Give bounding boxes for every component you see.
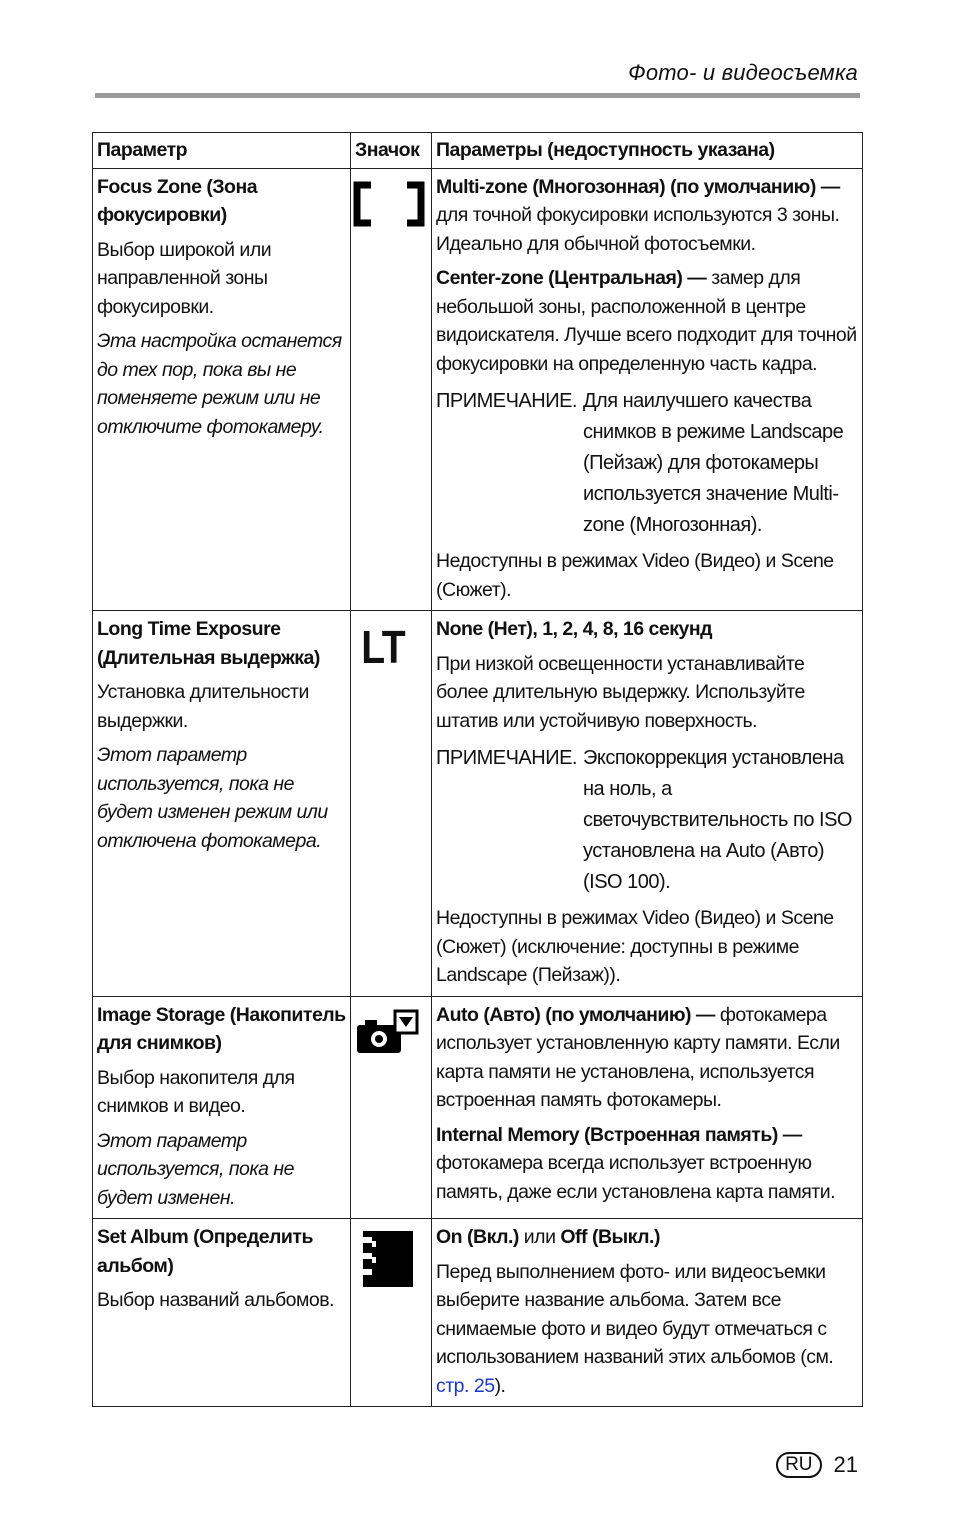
option-internal-memory-text: фотокамера всегда использует встроенную память, даже если установлена карта памяти. <box>436 1152 836 1203</box>
column-header-options: Параметры (недоступность указана) <box>432 133 863 169</box>
settings-table <box>92 132 863 1407</box>
options-cell <box>432 611 863 997</box>
option-multi-zone-text: для точной фокусировки используются 3 зоны. Идеально для обычной фотосъемки. <box>436 204 840 255</box>
unavailable-text: Недоступны в режимах Video (Видео) и Scene (Сюжет). <box>436 550 834 601</box>
parameter-description: Выбор накопителя для снимков и видео. <box>97 1066 295 1117</box>
table-header-row <box>93 133 863 169</box>
option-or-text: или <box>518 1226 561 1248</box>
option-center-zone <box>436 264 858 378</box>
option-multi-zone <box>436 173 858 259</box>
table-row <box>93 611 863 997</box>
option-auto <box>436 1001 858 1115</box>
parameter-cell <box>93 1219 351 1407</box>
table-row <box>93 996 863 1219</box>
option-off-label: Off (Выкл.) <box>560 1226 660 1248</box>
set-album-icon <box>351 1229 431 1291</box>
album-text: Перед выполнением фото- или видеосъемки выберите название альбома. Затем все снимаемые фото и видео будут отмечаться с использованием названий этих альбомов (см. <box>436 1260 834 1368</box>
option-auto-text: фотокамера использует установленную карту памяти. Если карта памяти не установлена, используется встроенная память фотокамеры. <box>436 1003 840 1111</box>
option-auto-label: Auto (Авто) (по умолчанию) — <box>436 1003 715 1026</box>
focus-zone-icon <box>351 179 431 229</box>
note-label: ПРИМЕЧАНИЕ. <box>436 390 577 412</box>
parameter-note: Этот параметр используется, пока не будет изменен режим или отключена фотокамера. <box>97 744 328 852</box>
icon-cell <box>351 611 432 997</box>
parameter-description: Установка длительности выдержки. <box>97 681 309 732</box>
option-durations: None (Нет), 1, 2, 4, 8, 16 секунд <box>436 618 712 640</box>
image-storage-icon <box>351 1007 431 1057</box>
column-header-icon: Значок <box>351 133 432 169</box>
parameter-title: Set Album (Определить альбом) <box>97 1226 313 1277</box>
parameter-description: Выбор широкой или направленной зоны фокусировки. <box>97 238 272 318</box>
page-header-title: Фото- и видеосъемка <box>628 60 858 85</box>
option-internal-memory <box>436 1121 858 1207</box>
parameter-cell <box>93 996 351 1219</box>
column-header-parameter: Параметр <box>93 133 351 169</box>
option-internal-memory-label: Internal Memory (Встроенная память) — <box>436 1123 802 1146</box>
parameter-note: Эта настройка останется до тех пор, пока вы не поменяете режим или не отключите фотокамеру. <box>97 330 342 438</box>
note-text: Для наилучшего качества снимков в режиме Landscape (Пейзаж) для фотокамеры используется значение Multi-zone (Многозонная). <box>582 390 844 536</box>
parameter-cell <box>93 168 351 611</box>
option-on-label: On (Вкл.) <box>436 1226 519 1248</box>
unavailable-text: Недоступны в режимах Video (Видео) и Scene (Сюжет) (исключение: доступны в режиме Landscape (Пейзаж)). <box>436 907 834 986</box>
parameter-title: Image Storage (Накопитель для снимков) <box>97 1003 346 1054</box>
parameter-description: Выбор названий альбомов. <box>97 1289 335 1311</box>
option-center-zone-text: замер для небольшой зоны, расположенной в центре видоискателя. Лучше всего подходит для точной фокусировки на определенную часть кадра. <box>436 267 857 375</box>
page-link[interactable]: стр. 25 <box>436 1374 495 1397</box>
option-on-off <box>436 1223 858 1252</box>
option-center-zone-label: Center-zone (Центральная) — <box>436 267 707 289</box>
options-cell <box>432 1219 863 1407</box>
table-row <box>93 168 863 611</box>
header-rule <box>95 93 860 98</box>
parameter-note: Этот параметр используется, пока не будет изменен. <box>97 1129 294 1209</box>
parameter-cell <box>93 611 351 997</box>
language-badge: RU <box>776 1452 821 1478</box>
note-block <box>436 386 858 541</box>
options-cell <box>432 168 863 611</box>
note-block <box>436 743 858 898</box>
parameter-title: Focus Zone (Зона фокусировки) <box>97 175 258 226</box>
page-footer <box>776 1452 858 1478</box>
page-number: 21 <box>833 1452 858 1477</box>
option-durations-text: При низкой освещенности устанавливайте более длительную выдержку. Используйте штатив или устойчивую поверхность. <box>436 652 805 732</box>
option-multi-zone-label: Multi-zone (Многозонная) (по умолчанию) — <box>436 175 840 198</box>
note-label: ПРИМЕЧАНИЕ. <box>436 747 577 769</box>
icon-cell <box>351 1219 432 1407</box>
parameter-title: Long Time Exposure (Длительная выдержка) <box>97 618 320 669</box>
note-text: Экспокоррекция установлена на ноль, а светочувствительность по ISO установлена на Auto (Авто) (ISO 100). <box>582 747 852 893</box>
icon-cell <box>351 168 432 611</box>
icon-cell <box>351 996 432 1219</box>
option-album-text <box>436 1258 858 1401</box>
album-text-end: ). <box>494 1374 506 1397</box>
table-row <box>93 1219 863 1407</box>
long-time-exposure-icon: LT <box>361 621 406 673</box>
options-cell <box>432 996 863 1219</box>
